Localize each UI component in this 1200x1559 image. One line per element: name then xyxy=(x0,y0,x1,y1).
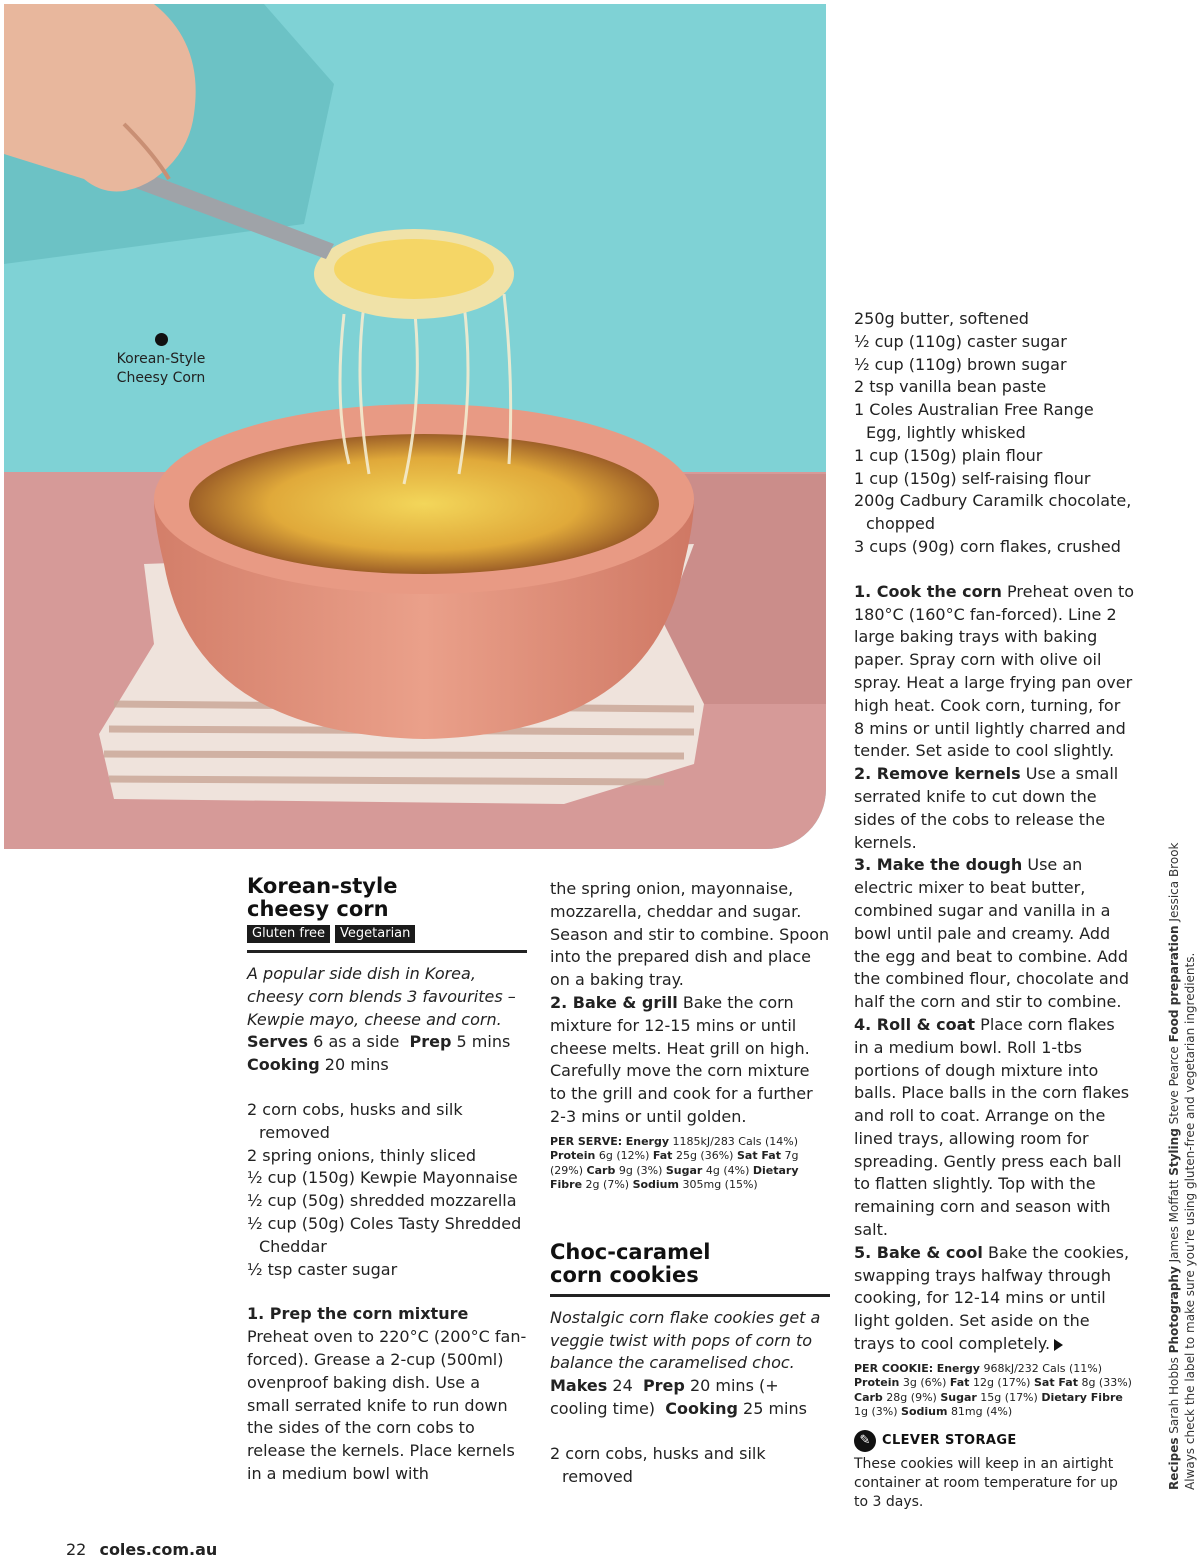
recipe2-title xyxy=(550,1241,830,1287)
nutrition-key: Carb xyxy=(586,1163,616,1177)
lightbulb-icon: ✎ xyxy=(854,1430,876,1452)
nutrition-value: 4g (4%) xyxy=(705,1163,750,1177)
step-text: Place corn flakes in a medium bowl. Roll 1-tbs portions of dough mixture into balls. Place balls in the corn flakes and roll to coat. Arrange on the lined trays, allowing room for spreading. Gently press each ball to flatten slightly. Top with the remaining corn and season with salt. xyxy=(854,1014,1130,1240)
recipe1-divider xyxy=(247,950,527,953)
nutrition-key: Sugar xyxy=(665,1163,703,1177)
nutrition-key: Dietary Fibre xyxy=(550,1163,799,1192)
ingredient-item: ½ cup (110g) caster sugar xyxy=(854,331,1067,351)
nutrition-key: Sodium xyxy=(632,1178,679,1192)
cooking-label: Cooking xyxy=(247,1055,320,1075)
nutrition-value: 25g (36%) xyxy=(675,1149,734,1163)
prep-value: 20 mins (+ cooling time) xyxy=(550,1376,779,1418)
recipe2-step xyxy=(854,1014,1134,1242)
cooking-value: 20 mins xyxy=(324,1055,389,1075)
step-title: 4. Roll & coat xyxy=(854,1014,976,1034)
recipe1-title-line-1: Korean-style xyxy=(247,874,398,898)
recipe1-meta xyxy=(247,1031,527,1077)
credits-line xyxy=(1166,840,1182,1490)
nutrition-key: Fat xyxy=(652,1149,673,1163)
caption-dot-icon xyxy=(155,333,168,346)
nutrition-value: 8g (33%) xyxy=(1081,1376,1132,1390)
nutrition-key: Energy xyxy=(625,1134,669,1148)
cheesy-corn-illustration xyxy=(4,4,826,849)
nutrition-value: 1185kJ/283 Cals (14%) xyxy=(672,1134,799,1148)
step-title: 1. Cook the corn xyxy=(854,581,1002,601)
recipe2-nutrition xyxy=(854,1362,1134,1420)
nutrition-value: 6g (12%) xyxy=(598,1149,650,1163)
cooking-value: 25 mins xyxy=(743,1398,807,1418)
credit-label: Photography xyxy=(1167,1266,1181,1354)
ingredient-item: ½ cup (50g) Coles Tasty Shredded Cheddar xyxy=(247,1213,522,1256)
step-title: 2. Bake & grill xyxy=(550,992,678,1012)
ingredient-item: ½ cup (150g) Kewpie Mayonnaise xyxy=(247,1168,518,1188)
nutrition-key: Sat Fat xyxy=(736,1149,781,1163)
recipe2-step xyxy=(854,763,1134,854)
credits-note: Always check the label to make sure you're using gluten-free and vegetarian ingredients. xyxy=(1183,952,1197,1490)
ingredient-item: ½ cup (50g) shredded mozzarella xyxy=(247,1191,517,1211)
step-title: 1. Prep the corn mixture xyxy=(247,1304,469,1324)
step-text: Preheat oven to 220°C (200°C fan-forced). Grease a 2-cup (500ml) ovenproof baking dish. Use a small serrated knife to run down the sides of the corn cobs to release the kernels. Place kernels in a medium bowl with xyxy=(247,1327,527,1483)
ingredient-item: 1 cup (150g) self-raising flour xyxy=(854,468,1091,488)
nutrition-value: 15g (17%) xyxy=(980,1390,1038,1404)
recipe2-step xyxy=(854,581,1134,763)
nutrition-key: Energy xyxy=(936,1361,980,1375)
nutrition-value: 305mg (15%) xyxy=(682,1178,758,1192)
nutrition-value: 3g (6%) xyxy=(902,1376,947,1390)
nutrition-key: Protein xyxy=(550,1149,596,1163)
nutrition-value: 12g (17%) xyxy=(972,1376,1031,1390)
credit-label: Styling xyxy=(1167,1128,1181,1176)
nutrition-value: 968kJ/232 Cals (11%) xyxy=(983,1361,1103,1375)
ingredient-item: ½ cup (110g) brown sugar xyxy=(854,354,1067,374)
nutrition-value: 2g (7%) xyxy=(585,1178,630,1192)
recipe1-step-2 xyxy=(550,992,830,1129)
recipe1-intro: A popular side dish in Korea, cheesy corn blends 3 favourites – Kewpie mayo, cheese and corn. xyxy=(247,964,516,1029)
nutrition-label: PER COOKIE: xyxy=(854,1361,934,1375)
recipe2-step xyxy=(854,1242,1134,1356)
recipe2-ingredients-b xyxy=(854,308,1134,559)
nutrition-key: Sodium xyxy=(901,1405,948,1419)
ingredient-item: 2 tsp vanilla bean paste xyxy=(854,377,1047,397)
ingredient-item: 1 cup (150g) plain flour xyxy=(854,445,1043,465)
credit-value: Steve Pearce xyxy=(1167,1046,1181,1125)
photo-caption xyxy=(106,333,216,388)
prep-label: Prep xyxy=(409,1032,452,1052)
credits xyxy=(1166,840,1198,1490)
recipe2-step xyxy=(854,854,1134,1014)
step-title: 2. Remove kernels xyxy=(854,764,1021,784)
clever-storage-header xyxy=(854,1430,1134,1453)
nutrition-key: Dietary Fibre xyxy=(1041,1390,1123,1404)
step-text: Preheat oven to 180°C (160°C fan-forced). Line 2 large baking trays with baking paper. Spray corn with olive oil spray. Heat a large frying pan over high heat. Cook corn, turning, for 8 mins or until lightly charred and tender. Set aside to cool slightly. xyxy=(854,581,1135,761)
recipe1-step-1 xyxy=(247,1303,527,1485)
nutrition-key: Carb xyxy=(854,1390,883,1404)
ingredient-item: 200g Cadbury Caramilk chocolate, chopped xyxy=(854,491,1132,534)
ingredient-item: 250g butter, softened xyxy=(854,309,1029,328)
nutrition-label: PER SERVE: xyxy=(550,1134,623,1148)
recipe2-title-line-2: corn cookies xyxy=(550,1262,699,1287)
middle-column xyxy=(550,878,830,1488)
recipe1-nutrition xyxy=(550,1135,830,1193)
step-title: 3. Make the dough xyxy=(854,855,1023,875)
recipe1-title xyxy=(247,875,527,921)
caption-line-2: Cheesy Corn xyxy=(116,370,206,386)
tag-gluten-free: Gluten free xyxy=(247,925,330,943)
step-text: Use an electric mixer to beat butter, combined sugar and vanilla in a bowl until pale and creamy. Add the egg and beat to combine. Add the combined flour, chocolate and half the corn and stir to combine. xyxy=(854,855,1129,1012)
prep-value: 5 mins xyxy=(456,1032,511,1052)
recipe2-title-line-1: Choc-caramel xyxy=(550,1239,711,1264)
caption-line-1: Korean-Style xyxy=(116,351,206,367)
nutrition-value: 81mg (4%) xyxy=(950,1405,1013,1419)
recipe1-step-1-continued: the spring onion, mayonnaise, mozzarella, cheddar and sugar. Season and stir to combine. Spoon into the prepared dish and place on a baking tray. xyxy=(550,879,830,990)
serves-value: 6 as a side xyxy=(313,1032,400,1052)
ingredient-item: 2 corn cobs, husks and silk removed xyxy=(247,1099,463,1142)
nutrition-value: 9g (3%) xyxy=(618,1163,663,1177)
clever-storage-label: CLEVER STORAGE xyxy=(882,1432,1017,1448)
tag-vegetarian: Vegetarian xyxy=(335,925,415,943)
page-number: 22 xyxy=(66,1540,87,1559)
ingredient-item: 2 corn cobs, husks and silk removed xyxy=(550,1443,766,1486)
recipe2-meta xyxy=(550,1375,830,1421)
cooking-label: Cooking xyxy=(665,1398,738,1418)
nutrition-key: Sat Fat xyxy=(1033,1376,1078,1390)
serves-label: Serves xyxy=(247,1032,309,1052)
site-link[interactable]: coles.com.au xyxy=(99,1540,218,1559)
ingredient-item: 2 spring onions, thinly sliced xyxy=(247,1145,476,1165)
makes-value: 24 xyxy=(612,1376,633,1396)
page-footer xyxy=(66,1540,217,1559)
credit-label: Recipes xyxy=(1167,1437,1181,1490)
credit-value: James Moffatt xyxy=(1167,1179,1181,1263)
nutrition-key: Fat xyxy=(949,1376,970,1390)
prep-label: Prep xyxy=(642,1376,685,1396)
recipe1-title-line-2: cheesy corn xyxy=(247,897,389,921)
ingredient-item: ½ tsp caster sugar xyxy=(247,1259,398,1279)
step-text: Bake the corn mixture for 12-15 mins or until cheese melts. Heat grill on high. Carefully move the corn mixture to the grill and cook for a further 2-3 mins or until golden. xyxy=(550,992,813,1126)
nutrition-value: 28g (9%) xyxy=(886,1390,937,1404)
credit-label: Food preparation xyxy=(1167,925,1181,1043)
recipe1-column xyxy=(247,875,527,1486)
recipe1-ingredients xyxy=(247,1099,527,1281)
recipe2-ingredients-a xyxy=(550,1443,830,1489)
recipe2-divider xyxy=(550,1294,830,1297)
nutrition-key: Protein xyxy=(854,1376,900,1390)
step-text: Bake the cookies, swapping trays halfway through cooking, for 12-14 mins or until light golden. Set aside on the trays to cool completely. xyxy=(854,1242,1130,1354)
credit-value: Jessica Brook xyxy=(1167,842,1181,922)
credit-value: Sarah Hobbs xyxy=(1167,1357,1181,1434)
ingredient-item: 3 cups (90g) corn flakes, crushed xyxy=(854,536,1121,556)
nutrition-value: 1g (3%) xyxy=(854,1405,898,1419)
clever-storage-text: These cookies will keep in an airtight container at room temperature for up to 3 days. xyxy=(854,1455,1118,1510)
makes-label: Makes xyxy=(550,1376,608,1396)
step-text: Use a small serrated knife to cut down the sides of the cobs to release the kernels. xyxy=(854,764,1119,852)
hero-photo xyxy=(4,4,826,849)
right-column xyxy=(854,308,1134,1512)
ingredient-item: 1 Coles Australian Free Range Egg, lightly whisked xyxy=(854,400,1094,442)
nutrition-key: Sugar xyxy=(940,1390,977,1404)
step-title: 5. Bake & cool xyxy=(854,1242,983,1262)
recipe1-tags xyxy=(247,925,527,943)
nutrition-value: 7g (29%) xyxy=(550,1149,799,1177)
recipe2-intro: Nostalgic corn flake cookies get a veggie twist with pops of corn to balance the caramelised choc. xyxy=(550,1307,821,1373)
continue-arrow-icon xyxy=(1054,1339,1063,1351)
